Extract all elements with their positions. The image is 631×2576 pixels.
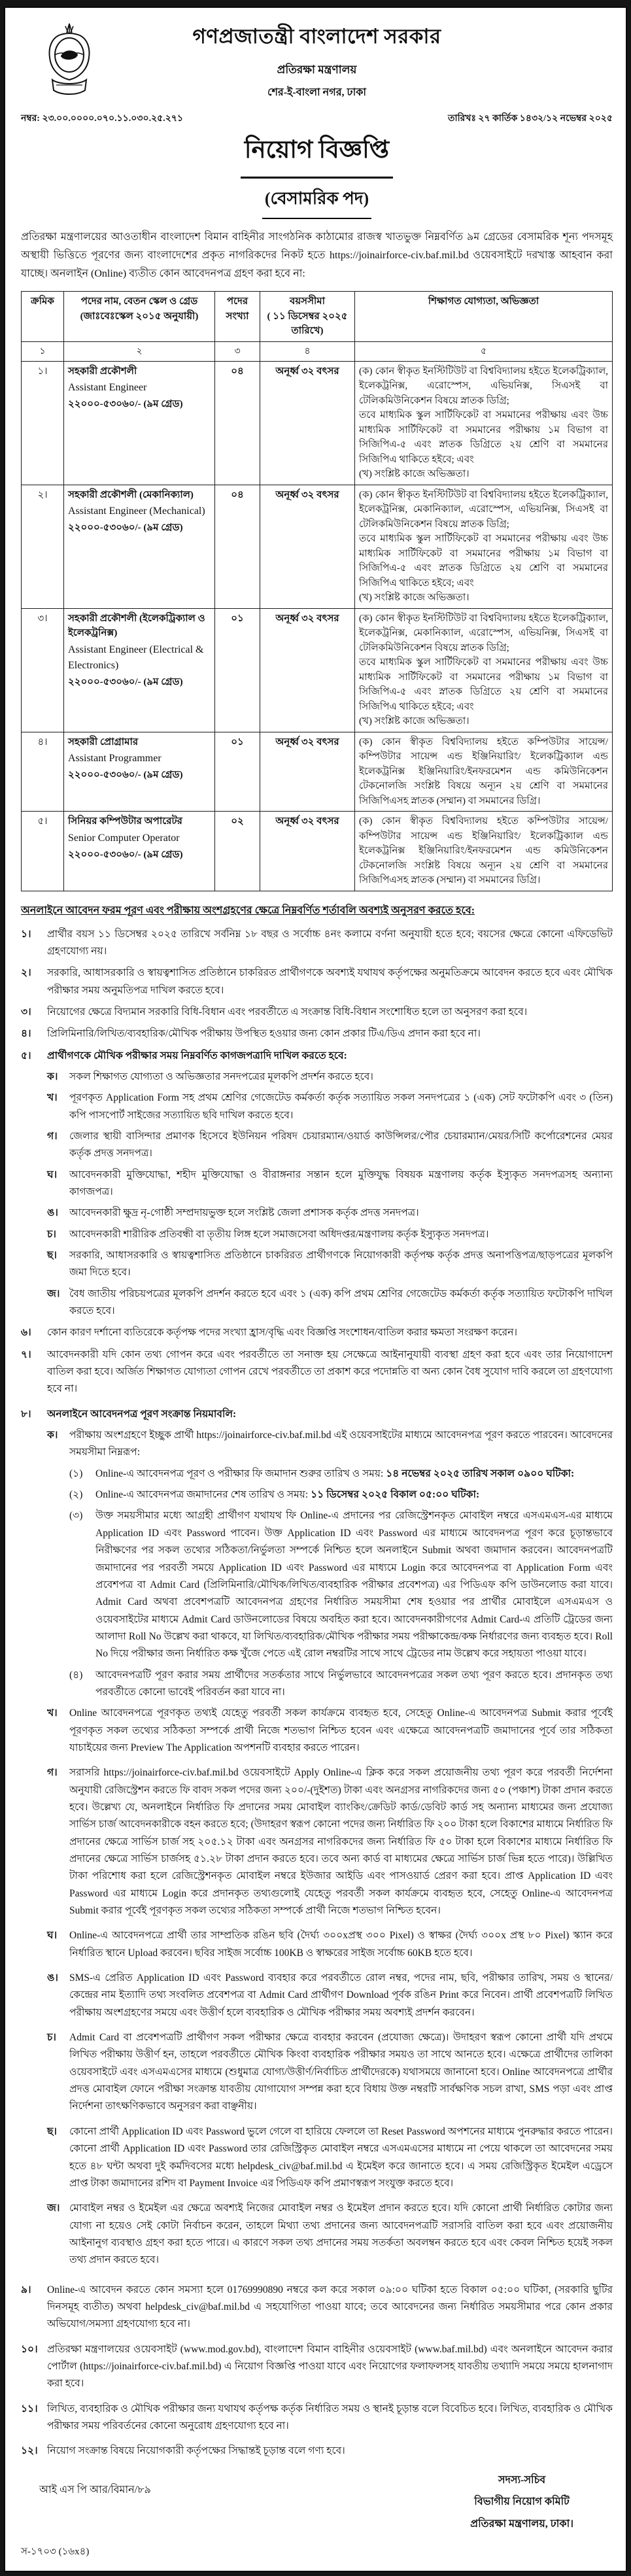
condition-subitem: ক। সকল শিক্ষাগত যোগ্যতা ও অভিজ্ঞতার সনদপত্রের মূলকপি প্রদর্শন করতে হবে। xyxy=(47,1071,373,1082)
table-row: ২। সহকারী প্রকৌশলী (মেকানিক্যাল) Assistant Engineer (Mechanical) ২২০০০-৫৩০৬০/- (৯ম গ্রেড) ০৪ অনূর্ধ্ব ৩২ বৎসর (ক) কোন স্বীকৃত ইনস্টিটিউট বা বিশ্ববিদ্যালয় হইতে ইলেকট্রিক্যাল, ইলেকট্রনিক্স, মেকানিক্যাল, এরোস্পেস, এভিয়নিক্স, সিএসই বা টেলিকমিউনিকেশন বিষয়ে স্নাতক ডিগ্রি; তবে মাধ্যমিক স্কুল সার্টিফিকেট বা সমমানের পরীক্ষায় এবং উচ্চ মাধ্যমিক সার্টিফিকেট বা সমমানের পরীক্ষায় ১ম বিভাগ বা সিজিপিএ-৫ এবং স্নাতক ডিগ্রিতে ২য় শ্রেণি বা সমমানের সিজিপিএ থাকিতে হইবে; এবং (খ) সংশ্লিষ্ট কাজে অভিজ্ঞতা। xyxy=(22,485,613,608)
condition-subitem: জ। মোবাইল নম্বর ও ইমেইল এর ক্ষেত্রে অবশ্যই নিজের মোবাইল নম্বর ও ইমেইল প্রদান করতে হবে। যদি কোনো প্রার্থী নির্ধারিত কোটার জন্য যোগ্য না হয়েও সেই কোটা নির্বাচন করেন, তাহলে মিথ্যা তথ্য প্রদানের জন্য আবেদনপত্রটি সরাসরি বাতিল করা হবে এবং প্রয়োজনীয় আইনানুগ ব্যবস্থাও গ্রহণ করা হতে পারে। এ কারণে সকল তথ্য প্রদানের সময় সতর্কতা অবলম্বন করতে হবে এবং কেবল নিশ্চিত হয়েই সকল তথ্য প্রদান করতে হবে। xyxy=(47,2203,613,2266)
condition-subitem: ছ। কোনো প্রার্থী Application ID এবং Password ভুলে গেলে বা হারিয়ে ফেললে তা Reset Password অপশনের মাধ্যমে পুনরুদ্ধার করতে পারেন। কোনো প্রার্থী Application ID এবং Password তার রেজিস্ট্রিকৃত মোবাইল নম্বরে এসএমএসের মাধ্যমে না পেয়ে থাকলে তা আবেদনের সময় হতে ৪৮ ঘন্টা অথবা দুই কর্মদিবসের মধ্যে helpdesk_civ@baf.mil.bd এ ইমেইল করে জানাতে হবে। এ সময় রেজিস্ট্রিকৃত ইমেইল এড্রেসে প্রাপ্ত টাকা জমাদানের রশিদ বা Payment Invoice এর পিডিএফ কপি প্রমাণস্বরূপ সংযুক্ত করতে হবে। xyxy=(47,2125,613,2189)
office-address: শের-ই-বাংলা নগর, ঢাকা xyxy=(267,87,367,98)
condition-subitem: ছ। সরকারি, আধাসরকারি ও স্বায়ত্বশাসিত প্রতিষ্ঠানে চাকরিরত প্রার্থীগণকে নিয়োগকারী কর্তৃপক্ষ কর্তৃক প্রদত্ত অনাপত্তিপত্র/ছাড়পত্রের মূলকপি জমা দিতে হবে। xyxy=(47,1250,613,1279)
condition-item: ৯। Online-এ আবেদন করতে কোন সমস্যা হলে 01769990890 নম্বরে কল করে সকাল ০৯:০০ ঘটিকা হতে বিকাল ০৫:০০ ঘটিকা, (সরকারি ছুটির দিনসমূহ ব্যতীত) অথবা helpdesk_civ@baf.mil.bd এ সহযোগিতা পাওয়া যাবে; তবে আবেদনের জন্য নির্ধারিত সময়সীমার পরে কোন প্রকার অভিযোগ/সমস্যা গ্রহণযোগ্য হবে না। xyxy=(21,2284,613,2330)
posts-table xyxy=(21,291,613,891)
condition-item: ১১। লিখিত, ব্যবহারিক ও মৌখিক পরীক্ষার জন্য যথাযথ কর্তৃপক্ষ কর্তৃক নির্ধারিত সময় ও স্থানই চূড়ান্ত বলে বিবেচিত হবে। লিখিত, ব্যবহারিক ও মৌখিক পরীক্ষার সময় পরিবর্তনের কোনো অনুরোধ গ্রহণযোগ্য হবে না। xyxy=(21,2403,613,2431)
condition-subitem: ঙ। আবেদনকারী ক্ষুদ্র নৃ-গোষ্ঠী সম্প্রদায়ভুক্ত হলে সংশ্লিষ্ট জেলা প্রশাসক কর্তৃক প্রদত্ত সনদপত্র। xyxy=(47,1207,419,1219)
government-title: গণপ্রজাতন্ত্রী বাংলাদেশ সরকার xyxy=(192,25,441,48)
condition-item: ৬। কোন কারণ দর্শানো ব্যতিরেকে কর্তৃপক্ষ পদের সংখ্যা হ্রাস/বৃদ্ধি এবং বিজ্ঞপ্তি সংশোধন/বাতিল করার ক্ষমতা সংরক্ষণ করেন। xyxy=(21,1327,518,1339)
condition-item: ১০। প্রতিরক্ষা মন্ত্রণালয়ের ওয়েবসাইট (www.mod.gov.bd), বাংলাদেশ বিমান বাহিনীর ওয়েবসাইট (www.baf.mil.bd) এবং অনলাইনে আবেদন করার পোর্টাল (https://joinairforce-civ.baf.mil.bd) এ নিয়োগ বিজ্ঞপ্তি পাওয়া যাবে এবং নিয়োগের ফলাফলসহ যাবতীয় তথ্যাদি সময়ে সময়ে হালনাগাদ করা হবে। xyxy=(21,2343,613,2390)
letterhead xyxy=(21,21,613,101)
memo-number: নম্বর: ২৩.০০.০০০০.০৭০.১১.০৩০.২৫.২৭১ xyxy=(21,114,184,124)
post-cell: সহকারী প্রকৌশলী Assistant Engineer ২২০০০-৫৩০৬০/- (৯ম গ্রেড) xyxy=(64,361,215,485)
condition-item: ১। প্রার্থীর বয়স ১১ ডিসেম্বর ২০২৫ তারিখে সর্বনিম্ন ১৮ বছর ও সর্বোচ্চ ৪নং কলামে বর্ণনা অনুযায়ী হতে হবে; বয়সের ক্ষেত্রে কোনো এফিডেভিট গ্রহণযোগ্য নয়। xyxy=(21,928,613,957)
condition-subitem: জ। বৈধ জাতীয় পরিচয়পত্রের মূলকপি প্রদর্শন করতে হবে এবং ১ (এক) কপি প্রথম শ্রেণির গেজেটেড কর্মকর্তা কর্তৃক সত্যায়িত ফটোকপি দাখিল করতে হবে। xyxy=(47,1288,613,1317)
header-serial: ক্রমিক xyxy=(22,292,64,342)
condition-subitem: গ। সরাসরি https://joinairforce-civ.baf.mil.bd ওয়েবসাইটে Apply Online-এ ক্লিক করে সকল প্রয়োজনীয় তথ্য পূরণ করে পরবর্তী নির্দেশনা অনুযায়ী রেজিস্ট্রেশন করতে ফি বাবদ সকল পদের জন্য ২০০/-(দুইশত) টাকা এবং অনগ্রসর নাগরিকদের জন্য ৫০ (পঞ্চাশ) টাকা প্রদান করতে হবে। উল্লেখ্য যে, অনলাইনে নির্ধারিত ফি প্রদানের সময় মোবাইল ব্যাংকিং/ক্রেডিট কার্ড/ডেবিট কার্ড সহ অন্যান্য মাধ্যমের জন্য প্রযোজ্য সার্ভিস চার্জ আবেদনকারীকে বহন করতে হবে; (উদাহরণ স্বরূপ কোনো পদের জন্য নির্ধারিত ফি ২০০ টাকা হলে বিকাশের মাধ্যমে নির্ধারিত ফি প্রদানের ক্ষেত্রে সার্ভিস চার্জ সহ ২০৫.১২ টাকা এবং অনগ্রসর নাগরিকদের জন্য নির্ধারিত ফি ৫০ টাকা হলে বিকাশের মাধ্যমে নির্ধারিত ফি প্রদানের ক্ষেত্রে সার্ভিস চার্জসহ ৫১.২৮ টাকা প্রদান করতে হবে। তবে অন্য কার্ড বা মাধ্যমের ক্ষেত্রে সার্ভিস চার্জ ভিন্ন হতে পারে)। উল্লিখিত টাকা পরিশোধ করা হলে রেজিস্ট্রেশনকৃত মোবাইল নম্বরে ইউজার আইডি এবং পাসওয়ার্ড প্রেরণ করা হবে। প্রাপ্ত Application ID এবং Password এর মাধ্যমে Login করে প্রদানকৃত তথ্যগুলোই যেহেতু পরবর্তী সকল কার্যক্রমে ব্যবহৃত হবে, সেহেতু Online-এ আবেদনপত্র Submit করার পূর্বেই পূরণকৃত সকল তথ্যের সঠিকতা সম্পর্কে প্রার্থী নিজে শতভাগ নিশ্চিত হবেন। xyxy=(47,1767,613,1917)
header-post: পদের নাম, বেতন স্কেল ও গ্রেড (জাঃবেঃস্কেল ২০১৫ অনুযায়ী) xyxy=(64,292,215,342)
intro-paragraph xyxy=(21,228,613,283)
condition-item: ১২। নিয়োগ সংক্রান্ত বিষয়ে নিয়োগকারী কর্তৃপক্ষের সিদ্ধান্তই চূড়ান্ত বলে গণ্য হবে। xyxy=(21,2445,345,2457)
condition-subitem: ঘ। আবেদনকারী মুক্তিযোদ্ধা, শহীদ মুক্তিযোদ্ধা ও বীরাঙ্গনার সন্তান হলে মুক্তিযুদ্ধ বিষয়ক মন্ত্রণালয় কর্তৃক ইস্যুকৃত সনদপত্রসহ অন্যান্য কাগজপত্র। xyxy=(47,1169,613,1197)
qualification-cell: (ক) কোন স্বীকৃত বিশ্ববিদ্যালয় হইতে কম্পিউটার সায়েন্স/ কম্পিউটার সায়েন্স এন্ড ইঞ্জিনিয়ারিং/ ইলেকট্রিক্যাল এন্ড ইলেকট্রনিক্স ইঞ্জিনিয়ারিং/ইনফরমেশন এন্ড কমিউনিকেশন টেকনোলজি সংশ্লিষ্ট বিষয়ে অন্যূন ২য় শ্রেণি বা সমমানের সিজিপিএসহ স্নাতক (সম্মান) বা সমমানের ডিগ্রি। xyxy=(355,812,613,891)
post-cell: সহকারী প্রকৌশলী (মেকানিক্যাল) Assistant Engineer (Mechanical) ২২০০০-৫৩০৬০/- (৯ম গ্রেড) xyxy=(64,485,215,608)
post-cell: সহকারী প্রকৌশলী (ইলেকট্রিক্যাল ও ইলেকট্রনিক্স) Assistant Engineer (Electrical & Electronics) ২২০০০-৫৩০৬০/- (৯ম গ্রেড) xyxy=(64,608,215,732)
condition-item: ৭। আবেদনকারী যদি কোন তথ্য গোপন করে এবং পরবর্তীতে তা সনাক্ত হয় সেক্ষেত্রে আইনানুযায়ী ব্যবস্থা গ্রহণ করা হবে এবং তার নিয়োগাদেশ বাতিল করা হবে। অর্জিত শিক্ষাগত যোগ্যতা গোপন রেখে পরবর্তীতে তা প্রকাশ করে পদোন্নতি বা অন্য কোন বৈধ সুযোগ দাবি করলে তা গ্রহণযোগ্য হবে না। xyxy=(21,1348,613,1395)
qualification-cell: (ক) কোন স্বীকৃত ইনস্টিটিউট বা বিশ্ববিদ্যালয় হইতে ইলেকট্রিক্যাল, ইলেকট্রনিক্স, এরোস্পেস, এভিয়নিক্স, সিএসই বা টেলিকমিউনিকেশন বিষয়ে স্নাতক ডিগ্রি; তবে মাধ্যমিক স্কুল সার্টিফিকেট বা সমমানের পরীক্ষায় এবং উচ্চ মাধ্যমিক সার্টিফিকেট বা সমমানের পরীক্ষায় ১ম বিভাগ বা সিজিপিএ-৫ এবং স্নাতক ডিগ্রিতে ২য় শ্রেণি বা সমমানের সিজিপিএ থাকিতে হইবে; এবং (খ) সংশ্লিষ্ট কাজে অভিজ্ঞতা। xyxy=(355,361,613,485)
condition-subitem: ঘ। Online-এ আবেদনপত্রে প্রার্থী তার সাম্প্রতিক রঙিন ছবি (দৈর্ঘ্য ৩০০xপ্রস্থ ৩০০ Pixel) ও স্বাক্ষর (দৈর্ঘ্য ৩০০x প্রস্থ ৮০ Pixel) স্ক্যান করে নির্ধারিত স্থানে Upload করবেন। ছবির সাইজ সর্বোচ্চ 100KB ও স্বাক্ষরের সাইজ সর্বোচ্চ 60KB হতে হবে। xyxy=(47,1930,613,1959)
air-force-emblem-icon xyxy=(39,22,99,99)
post-cell: সহকারী প্রোগ্রামার Assistant Programmer ২২০০০-৫৩০৬০/- (৯ম গ্রেড) xyxy=(64,732,215,812)
title-block xyxy=(21,130,613,219)
memo-row xyxy=(21,111,613,126)
footer xyxy=(21,2469,613,2535)
header-age: বয়সসীমা ( ১১ ডিসেম্বর ২০২৫ তারিখে) xyxy=(260,292,355,342)
condition-subitem: চ। Admit Card বা প্রবেশপত্রটি প্রার্থীগণ সকল পরীক্ষার ক্ষেত্রে ব্যবহার করবেন (প্রযোজ্য ক্ষেত্রে)। উদাহরণ স্বরূপ কোনো প্রার্থী যদি প্রথমে লিখিত পরীক্ষায় উত্তীর্ণ হন, তাহলে পরবর্তীতে মৌখিক কিংবা ব্যবহারিক পরীক্ষার সময়ও তা সাথে আনতে হবে। এক্ষেত্রে প্রার্থীদের তালিকা ওয়েবসাইটে এবং এসএমএসের মাধ্যমে (শুধুমাত্র যোগ্য/উত্তীর্ণ/নির্বাচিত প্রার্থীদেরকে) যথাসময়ে জানানো হবে। Online আবেদনপত্রে প্রার্থীর প্রদত্ত মোবাইল ফোনে পরীক্ষা সংক্রান্ত যাবতীয় যোগাযোগ সম্পন্ন করা হবে বিধায় উক্ত নম্বরটি সার্বক্ষণিক সচল রাখা, SMS পড়া এবং প্রাপ্ত নির্দেশনা তাৎক্ষণিকভাবে অনুসরণ করা বাঞ্ছনীয়। xyxy=(47,2032,613,2112)
application-url: https://joinairforce-civ.baf.mil.bd xyxy=(330,250,469,261)
intro-text-before: প্রতিরক্ষা মন্ত্রণালয়ের আওতাধীন বাংলাদেশ বিমান বাহিনীর সাংগঠনিক কাঠামোর রাজস্ব খাতভুক্ত নিম্নবর্ণিত ৯ম গ্রেডের বেসামরিক শূন্য পদসমূহ অস্থায়ী ভিত্তিতে পূরণের জন্য বাংলাদেশের প্রকৃত নাগরিকদের নিকট হতে xyxy=(21,232,613,261)
table-row: ৫। সিনিয়র কম্পিউটার অপারেটর Senior Computer Operator ২২০০০-৫৩০৬০/- (৯ম গ্রেড) ০২ অনূর্ধ্ব ৩২ বৎসর (ক) কোন স্বীকৃত বিশ্ববিদ্যালয় হইতে কম্পিউটার সায়েন্স/ কম্পিউটার সায়েন্স এন্ড ইঞ্জিনিয়ারিং/ ইলেকট্রিক্যাল এন্ড ইলেকট্রনিক্স ইঞ্জিনিয়ারিং/ইনফরমেশন এন্ড কমিউনিকেশন টেকনোলজি সংশ্লিষ্ট বিষয়ে অন্যূন ২য় শ্রেণি বা সমমানের সিজিপিএসহ স্নাতক (সম্মান) বা সমমানের ডিগ্রি। xyxy=(22,812,613,891)
condition-nested-item: (৩) উক্ত সময়সীমার মধ্যে আগ্রহী প্রার্থীগণ যথাযথ ফি Online-এ প্রদানের পর রেজিস্ট্রেশনকৃত মোবাইল নম্বরে এসএমএস-এর মাধ্যমে Application ID এবং Password পাবেন। উক্ত Application ID এবং Password এর মাধ্যমে আবেদনপত্র পূরণ করে চূড়ান্তভাবে নিরীক্ষণের পর সকল তথ্যের সঠিকতা/নির্ভুলতা সম্পর্কে নিশ্চিত হলে অনলাইনে Submit অথবা জমাদান করবেন। আবেদনপত্রটি জমাদানের পর পরবর্তী সময়ে Application ID এবং Password এর মাধ্যমে Login করে আবেদনপত্র বা Application Form এবং প্রবেশপত্র বা Admit Card (প্রিলিমিনারি/মৌখিক/লিখিত/ব্যবহারিক পরীক্ষার প্রবেশপত্র) এর পিডিএফ কপি ডাউনলোড করা যাবে। Admit Card অথবা প্রবেশপত্রটি আবেদনপত্র গ্রহণের নির্ধারিত সময়সীমা শেষ হওয়ার পর প্রার্থীর মোবাইলে এসএমএস ও ওয়েবসাইটের মাধ্যমে Admit Card ডাউনলোডের বিষয়ে অবহিত করা হবে। আবেদনকারীগণের Admit Card-এ প্রতিটি ট্রেডের জন্য আলাদা Roll No উল্লেখ করা থাকবে, যা লিখিত/ব্যবহারিক/মৌখিক পরীক্ষার সময় পরীক্ষাকেন্দ্র/কক্ষ নির্ধারণের জন্য ব্যবহৃত হবে। Roll No দিয়ে পরীক্ষার জন্য নির্ধারিত কক্ষ খুঁজে পেতে এই রোল নম্বরটির সাথে সাথে ট্রেডের নাম উল্লেখ করে সহায়তা পাওয়া যাবে। xyxy=(69,1510,613,1660)
post-cell: সিনিয়র কম্পিউটার অপারেটর Senior Computer Operator ২২০০০-৫৩০৬০/- (৯ম গ্রেড) xyxy=(64,812,215,891)
signatory-ministry: প্রতিরক্ষা মন্ত্রণালয়, ঢাকা। xyxy=(470,2518,573,2530)
page-title: নিয়োগ বিজ্ঞপ্তি xyxy=(241,130,393,179)
condition-subitem: খ। পূরণকৃত Application Form সহ প্রথম শ্রেণির গেজেটেড কর্মকর্তা কর্তৃক সত্যায়িত সকল সনদপত্রের ১ (এক) সেট ফটোকপি এবং ৩ (তিন) কপি পাসপোর্ট সাইজের সত্যায়িত ছবি দাখিল করতে হবে। xyxy=(47,1092,613,1121)
intro-text-after: ওয়েবসাইটে দরখাস্ত আহবান করা যাচ্ছে। অনলাইন (Online) ব্যতীত কোন আবেদনপত্র গ্রহণ করা হবে না: xyxy=(21,250,613,279)
memo-date: তারিখঃ ২৭ কার্তিক ১৪৩২/১২ নভেম্বর ২০২৫ xyxy=(448,114,613,124)
condition-item: ৩। নিয়োগের ক্ষেত্রে বিদ্যমান সরকারি বিধি-বিধান এবং পরবর্তীতে এ সংক্রান্ত বিধি-বিধান সংশোধিত হলে তা অনুসরণ করা হবে। xyxy=(21,1006,528,1018)
header-count: পদের সংখ্যা xyxy=(215,292,260,342)
condition-nested-item: (২) Online-এ আবেদনপত্র জমাদানের শেষ তারিখ ও সময়: ১১ ডিসেম্বর ২০২৫ বিকাল ০৫:০০ ঘটিকা: xyxy=(69,1489,480,1501)
condition-subitem: ক। পরীক্ষায় অংশগ্রহণে ইচ্ছুক প্রার্থী https://joinairforce-civ.baf.mil.bd এই ওয়েবসাইটের মাধ্যমে আবেদনপত্র পূরণ করতে পারবেন। আবেদনের সময়সীমা নিম্নরূপ: (১) Online-এ আবেদনপত্র পূরণ ও পরীক্ষার ফি জমাদান শুরুর তারিখ ও সময়: ১৪ নভেম্বর ২০২৫ তারিখ সকাল ০৯০০ ঘটিকা: (২) Online-এ আবেদনপত্র জমাদানের শেষ তারিখ ও সময়: ১১ ডিসেম্বর ২০২৫ বিকাল ০৫:০০ ঘটিকা: (৩) উক্ত সময়সীমার মধ্যে আগ্রহী প্রার্থীগণ যথাযথ ফি Online-এ প্রদানের পর রেজিস্ট্রেশনকৃত মোবাইল নম্বরে এসএমএস-এর মাধ্যমে Application ID এবং Password পাবেন। উক্ত Application ID এবং Password এর মাধ্যমে আবেদনপত্র পূরণ করে চূড়ান্তভাবে নিরীক্ষণের পর সকল তথ্যের সঠিকতা/নির্ভুলতা সম্পর্কে নিশ্চিত হলে অনলাইনে Submit অথবা জমাদান করবেন। আবেদনপত্রটি জমাদানের পর পরবর্তী সময়ে Application ID এবং Password এর মাধ্যমে Login করে আবেদনপত্র বা Application Form এবং প্রবেশপত্র বা Admit Card (প্রিলিমিনারি/মৌখিক/লিখিত/ব্যবহারিক পরীক্ষার প্রবেশপত্র) এর পিডিএফ কপি ডাউনলোড করা যাবে। Admit Card অথবা প্রবেশপত্রটি আবেদনপত্র গ্রহণের নির্ধারিত সময়সীমা শেষ হওয়ার পর প্রার্থীর মোবাইলে এসএমএস ও ওয়েবসাইটের মাধ্যমে Admit Card ডাউনলোডের বিষয়ে অবহিত করা হবে। আবেদনকারীগণের Admit Card-এ প্রতিটি ট্রেডের জন্য আলাদা Roll No উল্লেখ করা থাকবে, যা লিখিত/ব্যবহারিক/মৌখিক পরীক্ষার সময় পরীক্ষাকেন্দ্র/কক্ষ নির্ধারণের জন্য ব্যবহৃত হবে। Roll No দিয়ে পরীক্ষার জন্য নির্ধারিত কক্ষ খুঁজে পেতে এই রোল নম্বরটির সাথে সাথে ট্রেডের নাম উল্লেখ করে সহায়তা পাওয়া যাবে। (৪) আবেদনপত্রটি পূরণ করার সময় প্রার্থীদের সতর্কতার সাথে নির্ভুলভাবে আবেদনপত্রের সকল তথ্য পূরণ করতে হবে। প্রদানকৃত তথ্য পরবর্তীতে কোনো ভাবেই পরিবর্তন করা যাবে না। xyxy=(47,1427,613,1701)
table-row: ৩। সহকারী প্রকৌশলী (ইলেকট্রিক্যাল ও ইলেকট্রনিক্স) Assistant Engineer (Electrical & Electronics) ২২০০০-৫৩০৬০/- (৯ম গ্রেড) ০১ অনূর্ধ্ব ৩২ বৎসর (ক) কোন স্বীকৃত ইনস্টিটিউট বা বিশ্ববিদ্যালয় হইতে ইলেকট্রিক্যাল, ইলেকট্রনিক্স, মেকানিক্যাল, এরোস্পেস, এভিয়নিক্স, সিএসই বা টেলিকমিউনিকেশন বিষয়ে স্নাতক ডিগ্রি; তবে মাধ্যমিক স্কুল সার্টিফিকেট বা সমমানের পরীক্ষায় এবং উচ্চ মাধ্যমিক সার্টিফিকেট বা সমমানের পরীক্ষায় ১ম বিভাগ বা সিজিপিএ-৫ এবং স্নাতক ডিগ্রিতে ২য় শ্রেণি বা সমমানের সিজিপিএ থাকিতে হইবে; এবং (খ) সংশ্লিষ্ট কাজে অভিজ্ঞতা। xyxy=(22,608,613,732)
qualification-cell: (ক) কোন স্বীকৃত ইনস্টিটিউট বা বিশ্ববিদ্যালয় হইতে ইলেকট্রিক্যাল, ইলেকট্রনিক্স, মেকানিক্যাল, এরোস্পেস, এভিয়নিক্স, সিএসই বা টেলিকমিউনিকেশন বিষয়ে স্নাতক ডিগ্রি; তবে মাধ্যমিক স্কুল সার্টিফিকেট বা সমমানের পরীক্ষায় এবং উচ্চ মাধ্যমিক সার্টিফিকেট বা সমমানের পরীক্ষায় ১ম বিভাগ বা সিজিপিএ-৫ এবং স্নাতক ডিগ্রিতে ২য় শ্রেণি বা সমমানের সিজিপিএ থাকিতে হইবে; এবং (খ) সংশ্লিষ্ট কাজে অভিজ্ঞতা। xyxy=(355,608,613,732)
condition-item: ৪। প্রিলিমিনারি/লিখিত/ব্যবহারিক/মৌখিক পরীক্ষায় উপস্থিত হওয়ার জন্য কোন প্রকার টিএ/ডিএ প্রদান করা হবে না। xyxy=(21,1028,481,1040)
ispr-reference: আই এস পি আর/বিমান/৮৯ xyxy=(39,2484,151,2496)
condition-subitem: ঙ। SMS-এ প্রেরিত Application ID এবং Password ব্যবহার করে পরবর্তীতে রোল নম্বর, পদের নাম, ছবি, পরীক্ষার তারিখ, সময় ও স্থানের/কেন্দ্রের নাম ইত্যাদি তথ্য সংবলিত প্রবেশপত্র বা Admit Card প্রার্থীগণ Download পূর্বক রঙিন Print করে নিবেন। প্রার্থী প্রবেশপত্রটি লিখিত পরীক্ষায় অংশগ্রহণের সময়ে এবং উত্তীর্ণ হলে ব্যবহারিক ও মৌখিক পরীক্ষার সময় অবশ্যই প্রদর্শন করবেন। xyxy=(47,1972,613,2018)
qualification-cell: (ক) কোন স্বীকৃত বিশ্ববিদ্যালয় হইতে কম্পিউটার সায়েন্স/ কম্পিউটার সায়েন্স এন্ড ইঞ্জিনিয়ারিং/ ইলেকট্রিক্যাল এন্ড ইলেকট্রনিক্স ইঞ্জিনিয়ারিং/ইনফরমেশন এন্ড কমিউনিকেশন টেকনোলজি সংশ্লিষ্ট বিষয়ে অন্যূন ২য় শ্রেণি বা সমমানের সিজিপিএসহ স্নাতক (সম্মান) বা সমমানের ডিগ্রি। xyxy=(355,732,613,812)
condition-subitem: গ। জেলার স্থায়ী বাসিন্দার প্রমাণক হিসেবে ইউনিয়ন পরিষদ চেয়ারম্যান/ওয়ার্ড কাউন্সিলর/পৌর চেয়ারম্যান/মেয়র/সিটি কর্পোরেশনের মেয়র কর্তৃক প্রদত্ত সনদপত্র। xyxy=(47,1130,613,1159)
ministry-name: প্রতিরক্ষা মন্ত্রণালয় xyxy=(277,63,357,76)
table-header-row xyxy=(22,292,613,342)
qualification-cell: (ক) কোন স্বীকৃত ইনস্টিটিউট বা বিশ্ববিদ্যালয় হইতে ইলেকট্রিক্যাল, ইলেকট্রনিক্স, মেকানিক্যাল, এরোস্পেস, এভিয়নিক্স, সিএসই বা টেলিকমিউনিকেশন বিষয়ে স্নাতক ডিগ্রি; তবে মাধ্যমিক স্কুল সার্টিফিকেট বা সমমানের পরীক্ষায় এবং উচ্চ মাধ্যমিক সার্টিফিকেট বা সমমানের পরীক্ষায় ১ম বিভাগ বা সিজিপিএ-৫ এবং স্নাতক ডিগ্রিতে ২য় শ্রেণি বা সমমানের সিজিপিএ থাকিতে হইবে; এবং (খ) সংশ্লিষ্ট কাজে অভিজ্ঞতা। xyxy=(355,485,613,608)
table-row: ৪। সহকারী প্রোগ্রামার Assistant Programmer ২২০০০-৫৩০৬০/- (৯ম গ্রেড) ০১ অনূর্ধ্ব ৩২ বৎসর (ক) কোন স্বীকৃত বিশ্ববিদ্যালয় হইতে কম্পিউটার সায়েন্স/ কম্পিউটার সায়েন্স এন্ড ইঞ্জিনিয়ারিং/ ইলেকট্রিক্যাল এন্ড ইলেকট্রনিক্স ইঞ্জিনিয়ারিং/ইনফরমেশন এন্ড কমিউনিকেশন টেকনোলজি সংশ্লিষ্ট বিষয়ে অন্যূন ২য় শ্রেণি বা সমমানের সিজিপিএসহ স্নাতক (সম্মান) বা সমমানের ডিগ্রি। xyxy=(22,732,613,812)
conditions-heading: অনলাইনে আবেদন ফরম পূরণ এবং পরীক্ষায় অংশগ্রহণের ক্ষেত্রে নিম্নবর্ণিত শর্তাবলি অবশ্যই অনুসরণ করতে হবে: xyxy=(21,904,475,916)
condition-subitem: খ। Online আবেদনপত্রে পূরণকৃত তথ্যই যেহেতু পরবর্তী সকল কার্যক্রমে ব্যবহৃত হবে, সেহেতু Online-এ আবেদনপত্র Submit করার পূর্বেই পূরণকৃত সকল তথ্যের সঠিকতা সম্পর্কে প্রার্থী নিজে শতভাগ নিশ্চিত হবেন এবং এক্ষেত্রে আবেদনপত্রটি জমাদানের পূর্বে তার সঠিকতা যাচাইয়ের জন্য Preview The Application অপশনটি ব্যবহার করতে পারেন। xyxy=(47,1708,613,1753)
column-number-row: ১ ২ ৩ ৪ ৫ xyxy=(22,341,613,361)
condition-item: ৫। প্রার্থীগণকে মৌখিক পরীক্ষার সময় নিম্নবর্ণিত কাগজপত্রাদি দাখিল করতে হবে: ক। সকল শিক্ষাগত যোগ্যতা ও অভিজ্ঞতার সনদপত্রের মূলকপি প্রদর্শন করতে হবে। খ। পূরণকৃত Application Form সহ প্রথম শ্রেণির গেজেটেড কর্মকর্তা কর্তৃক সত্যায়িত সকল সনদপত্রের ১ (এক) সেট ফটোকপি এবং ৩ (তিন) কপি পাসপোর্ট সাইজের সত্যায়িত ছবি দাখিল করতে হবে। গ। জেলার স্থায়ী বাসিন্দার প্রমাণক হিসেবে ইউনিয়ন পরিষদ চেয়ারম্যান/ওয়ার্ড কাউন্সিলর/পৌর চেয়ারম্যান/মেয়র/সিটি কর্পোরেশনের মেয়র কর্তৃক প্রদত্ত সনদপত্র। ঘ। আবেদনকারী মুক্তিযোদ্ধা, শহীদ মুক্তিযোদ্ধা ও বীরাঙ্গনার সন্তান হলে মুক্তিযুদ্ধ বিষয়ক মন্ত্রণালয় কর্তৃক ইস্যুকৃত সনদপত্রসহ অন্যান্য কাগজপত্র। ঙ। আবেদনকারী ক্ষুদ্র নৃ-গোষ্ঠী সম্প্রদায়ভুক্ত হলে সংশ্লিষ্ট জেলা প্রশাসক কর্তৃক প্রদত্ত সনদপত্র। চ। আবেদনকারী শারীরিক প্রতিবন্ধী বা তৃতীয় লিঙ্গ হলে সমাজসেবা অধিদপ্তর/মন্ত্রণালয় কর্তৃক ইস্যুকৃত সনদপত্র। ছ। সরকারি, আধাসরকারি ও স্বায়ত্বশাসিত প্রতিষ্ঠানে চাকরিরত প্রার্থীগণকে নিয়োগকারী কর্তৃপক্ষ কর্তৃক প্রদত্ত অনাপত্তিপত্র/ছাড়পত্রের মূলকপি জমা দিতে হবে। জ। বৈধ জাতীয় পরিচয়পত্রের মূলকপি প্রদর্শন করতে হবে এবং ১ (এক) কপি প্রথম শ্রেণির গেজেটেড কর্মকর্তা কর্তৃক সত্যায়িত ফটোকপি দাখিল করতে হবে। xyxy=(21,1048,613,1320)
page-subtitle: (বেসামরিক পদ) xyxy=(262,185,371,219)
table-row: ১। সহকারী প্রকৌশলী Assistant Engineer ২২০০০-৫৩০৬০/- (৯ম গ্রেড) ০৪ অনূর্ধ্ব ৩২ বৎসর (ক) কোন স্বীকৃত ইনস্টিটিউট বা বিশ্ববিদ্যালয় হইতে ইলেকট্রিক্যাল, ইলেকট্রনিক্স, এরোস্পেস, এভিয়নিক্স, সিএসই বা টেলিকমিউনিকেশন বিষয়ে স্নাতক ডিগ্রি; তবে মাধ্যমিক স্কুল সার্টিফিকেট বা সমমানের পরীক্ষায় এবং উচ্চ মাধ্যমিক সার্টিফিকেট বা সমমানের পরীক্ষায় ১ম বিভাগ বা সিজিপিএ-৫ এবং স্নাতক ডিগ্রিতে ২য় শ্রেণি বা সমমানের সিজিপিএ থাকিতে হইবে; এবং (খ) সংশ্লিষ্ট কাজে অভিজ্ঞতা। xyxy=(22,361,613,485)
signature-block xyxy=(470,2469,613,2535)
signatory-title: সদস্য-সচিব xyxy=(498,2474,546,2486)
print-code: স-১৭০৩ (১৬x৪) xyxy=(21,2547,90,2558)
condition-item: ২। সরকারি, আধাসরকারি ও স্বায়ত্বশাসিত প্রতিষ্ঠানে চাকরিরত প্রার্থীগণকে অবশ্যই যথাযথ কর্তৃপক্ষের অনুমতিক্রমে আবেদন করতে হবে এবং মৌখিক পরীক্ষার সময় অনুমতিপত্র দাখিল করতে হবে। xyxy=(21,967,613,996)
condition-subitem: চ। আবেদনকারী শারীরিক প্রতিবন্ধী বা তৃতীয় লিঙ্গ হলে সমাজসেবা অধিদপ্তর/মন্ত্রণালয় কর্তৃক ইস্যুকৃত সনদপত্র। xyxy=(47,1228,489,1240)
condition-nested-item: (১) Online-এ আবেদনপত্র পূরণ ও পরীক্ষার ফি জমাদান শুরুর তারিখ ও সময়: ১৪ নভেম্বর ২০২৫ তারিখ সকাল ০৯০০ ঘটিকা: xyxy=(69,1468,575,1479)
condition-item: ৮। অনলাইনে আবেদনপত্র পূরণ সংক্রান্ত নিয়মাবলি: ক। পরীক্ষায় অংশগ্রহণে ইচ্ছুক প্রার্থী https://joinairforce-civ.baf.mil.bd এই ওয়েবসাইটের মাধ্যমে আবেদনপত্র পূরণ করতে পারবেন। আবেদনের সময়সীমা নিম্নরূপ: (১) Online-এ আবেদনপত্র পূরণ ও পরীক্ষার ফি জমাদান শুরুর তারিখ ও সময়: ১৪ নভেম্বর ২০২৫ তারিখ সকাল ০৯০০ ঘটিকা: (২) Online-এ আবেদনপত্র জমাদানের শেষ তারিখ ও সময়: ১১ ডিসেম্বর ২০২৫ বিকাল ০৫:০০ ঘটিকা: (৩) উক্ত সময়সীমার মধ্যে আগ্রহী প্রার্থীগণ যথাযথ ফি Online-এ প্রদানের পর রেজিস্ট্রেশনকৃত মোবাইল নম্বরে এসএমএস-এর মাধ্যমে Application ID এবং Password পাবেন। উক্ত Application ID এবং Password এর মাধ্যমে আবেদনপত্র পূরণ করে চূড়ান্তভাবে নিরীক্ষণের পর সকল তথ্যের সঠিকতা/নির্ভুলতা সম্পর্কে নিশ্চিত হলে অনলাইনে Submit অথবা জমাদান করবেন। আবেদনপত্রটি জমাদানের পর পরবর্তী সময়ে Application ID এবং Password এর মাধ্যমে Login করে আবেদনপত্র বা Application Form এবং প্রবেশপত্র বা Admit Card (প্রিলিমিনারি/মৌখিক/লিখিত/ব্যবহারিক পরীক্ষার প্রবেশপত্র) এর পিডিএফ কপি ডাউনলোড করা যাবে। Admit Card অথবা প্রবেশপত্রটি আবেদনপত্র গ্রহণের নির্ধারিত সময়সীমা শেষ হওয়ার পর প্রার্থীর মোবাইলে এসএমএস ও ওয়েবসাইটের মাধ্যমে Admit Card ডাউনলোডের বিষয়ে অবহিত করা হবে। আবেদনকারীগণের Admit Card-এ প্রতিটি ট্রেডের জন্য আলাদা Roll No উল্লেখ করা থাকবে, যা লিখিত/ব্যবহারিক/মৌখিক পরীক্ষার সময় পরীক্ষাকেন্দ্র/কক্ষ নির্ধারণের জন্য ব্যবহৃত হবে। Roll No দিয়ে পরীক্ষার জন্য নির্ধারিত কক্ষ খুঁজে পেতে এই রোল নম্বরটির সাথে সাথে ট্রেডের নাম উল্লেখ করে সহায়তা পাওয়া যাবে। (৪) আবেদনপত্রটি পূরণ করার সময় প্রার্থীদের সতর্কতার সাথে নির্ভুলভাবে আবেদনপত্রের সকল তথ্য পূরণ করতে হবে। প্রদানকৃত তথ্য পরবর্তীতে কোনো ভাবেই পরিবর্তন করা যাবে না। খ। Online আবেদনপত্রে পূরণকৃত তথ্যই যেহেতু পরবর্তী সকল কার্যক্রমে ব্যবহৃত হবে, সেহেতু Online-এ আবেদনপত্র Submit করার পূর্বেই পূরণকৃত সকল তথ্যের সঠিকতা সম্পর্কে প্রার্থী নিজে শতভাগ নিশ্চিত হবেন এবং এক্ষেত্রে আবেদনপত্রটি জমাদানের পূর্বে তার সঠিকতা যাচাইয়ের জন্য Preview The Application অপশনটি ব্যবহার করতে পারেন। গ। সরাসরি https://joinairforce-civ.baf.mil.bd ওয়েবসাইটে Apply Online-এ ক্লিক করে সকল প্রয়োজনীয় তথ্য পূরণ করে পরবর্তী নির্দেশনা অনুযায়ী রেজিস্ট্রেশন করতে ফি বাবদ সকল পদের জন্য ২০০/-(দুইশত) টাকা এবং অনগ্রসর নাগরিকদের জন্য ৫০ (পঞ্চাশ) টাকা প্রদান করতে হবে। উল্লেখ্য যে, অনলাইনে নির্ধারিত ফি প্রদানের সময় মোবাইল ব্যাংকিং/ক্রেডিট কার্ড/ডেবিট কার্ড সহ অন্যান্য মাধ্যমের জন্য প্রযোজ্য সার্ভিস চার্জ আবেদনকারীকে বহন করতে হবে; (উদাহরণ স্বরূপ কোনো পদের জন্য নির্ধারিত ফি ২০০ টাকা হলে বিকাশের মাধ্যমে নির্ধারিত ফি প্রদানের ক্ষেত্রে সার্ভিস চার্জ সহ ২০৫.১২ টাকা এবং অনগ্রসর নাগরিকদের জন্য নির্ধারিত ফি ৫০ টাকা হলে বিকাশের মাধ্যমে নির্ধারিত ফি প্রদানের ক্ষেত্রে সার্ভিস চার্জসহ ৫১.২৮ টাকা প্রদান করতে হবে। তবে অন্য কার্ড বা মাধ্যমের ক্ষেত্রে সার্ভিস চার্জ ভিন্ন হতে পারে)। উল্লিখিত টাকা পরিশোধ করা হলে রেজিস্ট্রেশনকৃত মোবাইল নম্বরে ইউজার আইডি এবং পাসওয়ার্ড প্রেরণ করা হবে। প্রাপ্ত Application ID এবং Password এর মাধ্যমে Login করে প্রদানকৃত তথ্যগুলোই যেহেতু পরবর্তী সকল কার্যক্রমে ব্যবহৃত হবে, সেহেতু Online-এ আবেদনপত্র Submit করার পূর্বেই পূরণকৃত সকল তথ্যের সঠিকতা সম্পর্কে প্রার্থী নিজে শতভাগ নিশ্চিত হবেন। ঘ। Online-এ আবেদনপত্রে প্রার্থী তার সাম্প্রতিক রঙিন ছবি (দৈর্ঘ্য ৩০০xপ্রস্থ ৩০০ Pixel) ও স্বাক্ষর (দৈর্ঘ্য ৩০০x প্রস্থ ৮০ Pixel) স্ক্যান করে নির্ধারিত স্থানে Upload করবেন। ছবির সাইজ সর্বোচ্চ 100KB ও স্বাক্ষরের সাইজ সর্বোচ্চ 60KB হতে হবে। ঙ। SMS-এ প্রেরিত Application ID এবং Password ব্যবহার করে পরবর্তীতে রোল নম্বর, পদের নাম, ছবি, পরীক্ষার তারিখ, সময় ও স্থানের/কেন্দ্রের নাম ইত্যাদি তথ্য সংবলিত প্রবেশপত্র বা Admit Card প্রার্থীগণ Download পূর্বক রঙিন Print করে নিবেন। প্রার্থী প্রবেশপত্রটি লিখিত পরীক্ষায় অংশগ্রহণের সময়ে এবং উত্তীর্ণ হলে ব্যবহারিক ও মৌখিক পরীক্ষার সময় অবশ্যই প্রদর্শন করবেন। চ। Admit Card বা প্রবেশপত্রটি প্রার্থীগণ সকল পরীক্ষার ক্ষেত্রে ব্যবহার করবেন (প্রযোজ্য ক্ষেত্রে)। উদাহরণ স্বরূপ কোনো প্রার্থী যদি প্রথমে লিখিত পরীক্ষায় উত্তীর্ণ হন, তাহলে পরবর্তীতে মৌখিক কিংবা ব্যবহারিক পরীক্ষার সময়ও তা সাথে আনতে হবে। এক্ষেত্রে প্রার্থীদের তালিকা ওয়েবসাইটে এবং এসএমএসের মাধ্যমে (শুধুমাত্র যোগ্য/উত্তীর্ণ/নির্বাচিত প্রার্থীদেরকে) যথাসময়ে জানানো হবে। Online আবেদনপত্রে প্রার্থীর প্রদত্ত মোবাইল ফোনে পরীক্ষা সংক্রান্ত যাবতীয় যোগাযোগ সম্পন্ন করা হবে বিধায় উক্ত নম্বরটি সার্বক্ষণিক সচল রাখা, SMS পড়া এবং প্রাপ্ত নির্দেশনা তাৎক্ষণিকভাবে অনুসরণ করা বাঞ্ছনীয়। ছ। কোনো প্রার্থী Application ID এবং Password ভুলে গেলে বা হারিয়ে ফেললে তা Reset Password অপশনের মাধ্যমে পুনরুদ্ধার করতে পারেন। কোনো প্রার্থী Application ID এবং Password তার রেজিস্ট্রিকৃত মোবাইল নম্বরে এসএমএসের মাধ্যমে না পেয়ে থাকলে তা আবেদনের সময় হতে ৪৮ ঘন্টা অথবা দুই কর্মদিবসের মধ্যে helpdesk_civ@baf.mil.bd এ ইমেইল করে জানাতে হবে। এ সময় রেজিস্ট্রিকৃত ইমেইল এড্রেসে প্রাপ্ত টাকা জমাদানের রশিদ বা Payment Invoice এর পিডিএফ কপি প্রমাণস্বরূপ সংযুক্ত করতে হবে। জ। মোবাইল নম্বর ও ইমেইল এর ক্ষেত্রে অবশ্যই নিজের মোবাইল নম্বর ও ইমেইল প্রদান করতে হবে। যদি কোনো প্রার্থী নির্ধারিত কোটার জন্য যোগ্য না হয়েও সেই কোটা নির্বাচন করেন, তাহলে মিথ্যা তথ্য প্রদানের জন্য আবেদনপত্রটি সরাসরি বাতিল করা হবে এবং প্রয়োজনীয় আইনানুগ ব্যবস্থাও গ্রহণ করা হতে পারে। এ কারণে সকল তথ্য প্রদানের সময় সতর্কতা অবলম্বন করতে হবে এবং কেবল নিশ্চিত হয়েই সকল তথ্য প্রদান করতে হবে। xyxy=(21,1406,613,2277)
condition-nested-item: (৪) আবেদনপত্রটি পূরণ করার সময় প্রার্থীদের সতর্কতার সাথে নির্ভুলভাবে আবেদনপত্রের সকল তথ্য পূরণ করতে হবে। প্রদানকৃত তথ্য পরবর্তীতে কোনো ভাবেই পরিবর্তন করা যাবে না। xyxy=(69,1669,613,1698)
document-page xyxy=(4,7,627,2572)
signatory-committee: বিভাগীয় নিয়োগ কমিটি xyxy=(474,2496,570,2508)
header-qualification: শিক্ষাগত যোগ্যতা, অভিজ্ঞতা xyxy=(355,292,613,342)
